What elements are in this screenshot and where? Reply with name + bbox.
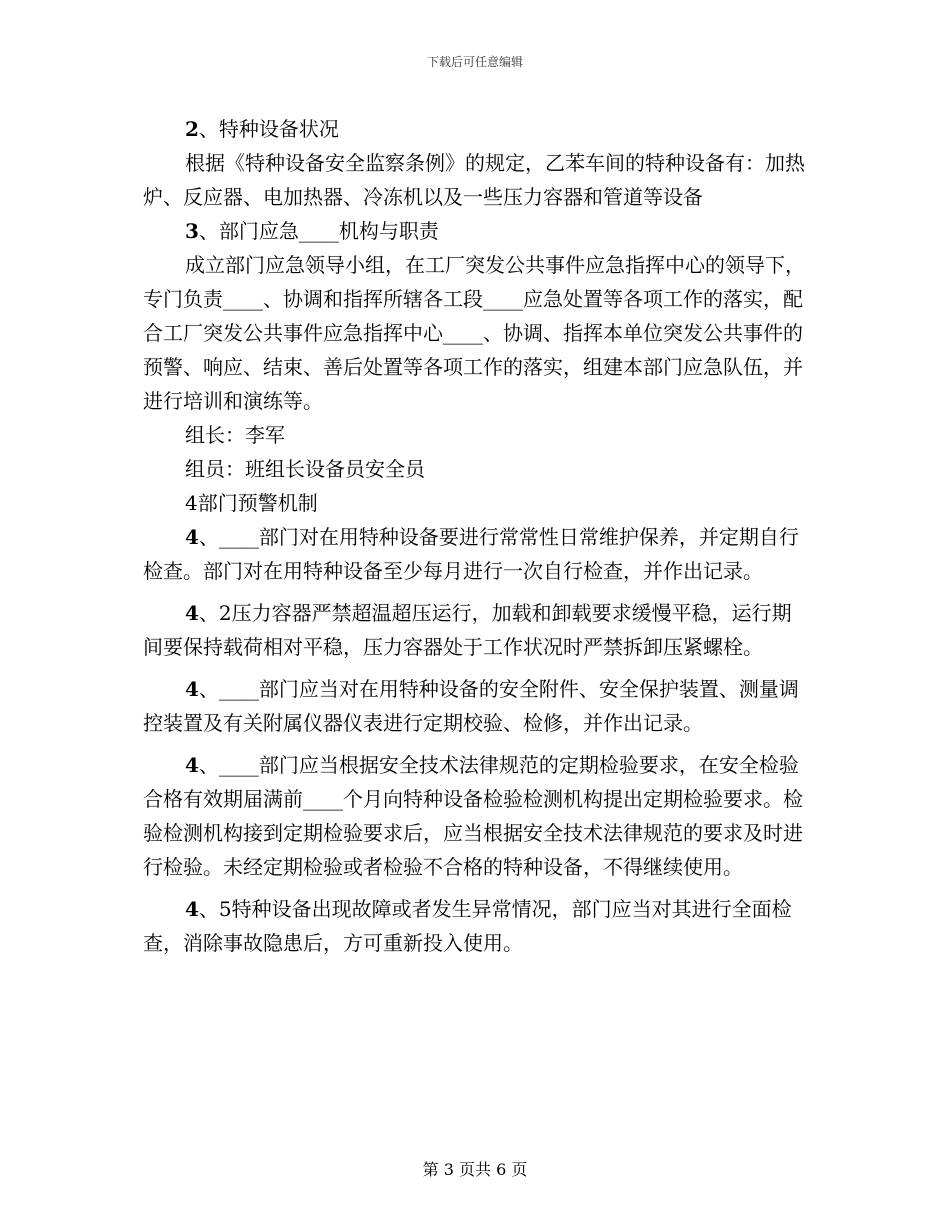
section-number: 3 xyxy=(185,219,199,243)
paragraph-item-4-4 xyxy=(143,748,808,884)
item-text: 、5特种设备出现故障或者发生异常情况，部门应当对其进行全面检查，消除事故隐患后，方可重新投入使用。 xyxy=(143,897,792,955)
section-heading-text: 、特种设备状况 xyxy=(198,117,339,141)
page-header: 下载后可任意编辑 xyxy=(426,55,523,69)
item-text: 、____部门应当根据安全技术法律规范的定期检验要求，在安全检验合格有效期届满前____个月向特种设备检验检测机构提出定期检验要求。检验检测机构接到定期检验要求后，应当根据安全技术法律规范的要求及时进行检验。未经定期检验或者检验不合格的特种设备，不得继续使用。 xyxy=(143,753,803,879)
paragraph-team-members: 组员：班组长设备员安全员 xyxy=(185,457,425,481)
paragraph-item-4-1 xyxy=(143,520,808,588)
section-heading-text: 、部门应急____机构与职责 xyxy=(198,219,439,243)
section-heading-special-equipment xyxy=(143,112,808,146)
item-text: 、____部门对在用特种设备要进行常常性日常维护保养，并定期自行检查。部门对在用特种设备至少每月进行一次自行检查，并作出记录。 xyxy=(143,525,799,583)
section-heading-warning-mechanism: 4部门预警机制 xyxy=(185,491,318,515)
item-number: 4 xyxy=(185,897,199,921)
paragraph-team-leader: 组长：李军 xyxy=(185,423,285,447)
section-number: 2 xyxy=(185,117,199,141)
item-number: 4 xyxy=(185,601,199,625)
paragraph-emergency-team: 成立部门应急领导小组，在工厂突发公共事件应急指挥中心的领导下，专门负责____、协调和指挥所辖各工段____应急处置等各项工作的落实，配合工厂突发公共事件应急指挥中心____、协调、指挥本单位突发公共事件的预警、响应、结束、善后处置等各项工作的落实，组建本部门应急队伍，并进行培训和演练等。 xyxy=(143,253,805,413)
paragraph-item-4-2 xyxy=(143,596,808,664)
page-footer: 第 3 页共 6 页 xyxy=(422,1160,528,1179)
document-body xyxy=(143,112,808,960)
paragraph-item-4-5 xyxy=(143,892,808,960)
section-heading-emergency-org xyxy=(143,214,808,248)
item-number: 4 xyxy=(185,677,199,701)
paragraph-equipment-list: 根据《特种设备安全监察条例》的规定，乙苯车间的特种设备有：加热炉、反应器、电加热器、冷冻机以及一些压力容器和管道等设备 xyxy=(143,151,805,209)
item-text: 、2压力容器严禁超温超压运行，加载和卸载要求缓慢平稳，运行期间要保持载荷相对平稳，压力容器处于工作状况时严禁拆卸压紧螺栓。 xyxy=(143,601,792,659)
paragraph-item-4-3 xyxy=(143,672,808,740)
item-text: 、____部门应当对在用特种设备的安全附件、安全保护装置、测量调控装置及有关附属仪器仪表进行定期校验、检修，并作出记录。 xyxy=(143,677,799,735)
item-number: 4 xyxy=(185,525,199,549)
item-number: 4 xyxy=(185,753,199,777)
